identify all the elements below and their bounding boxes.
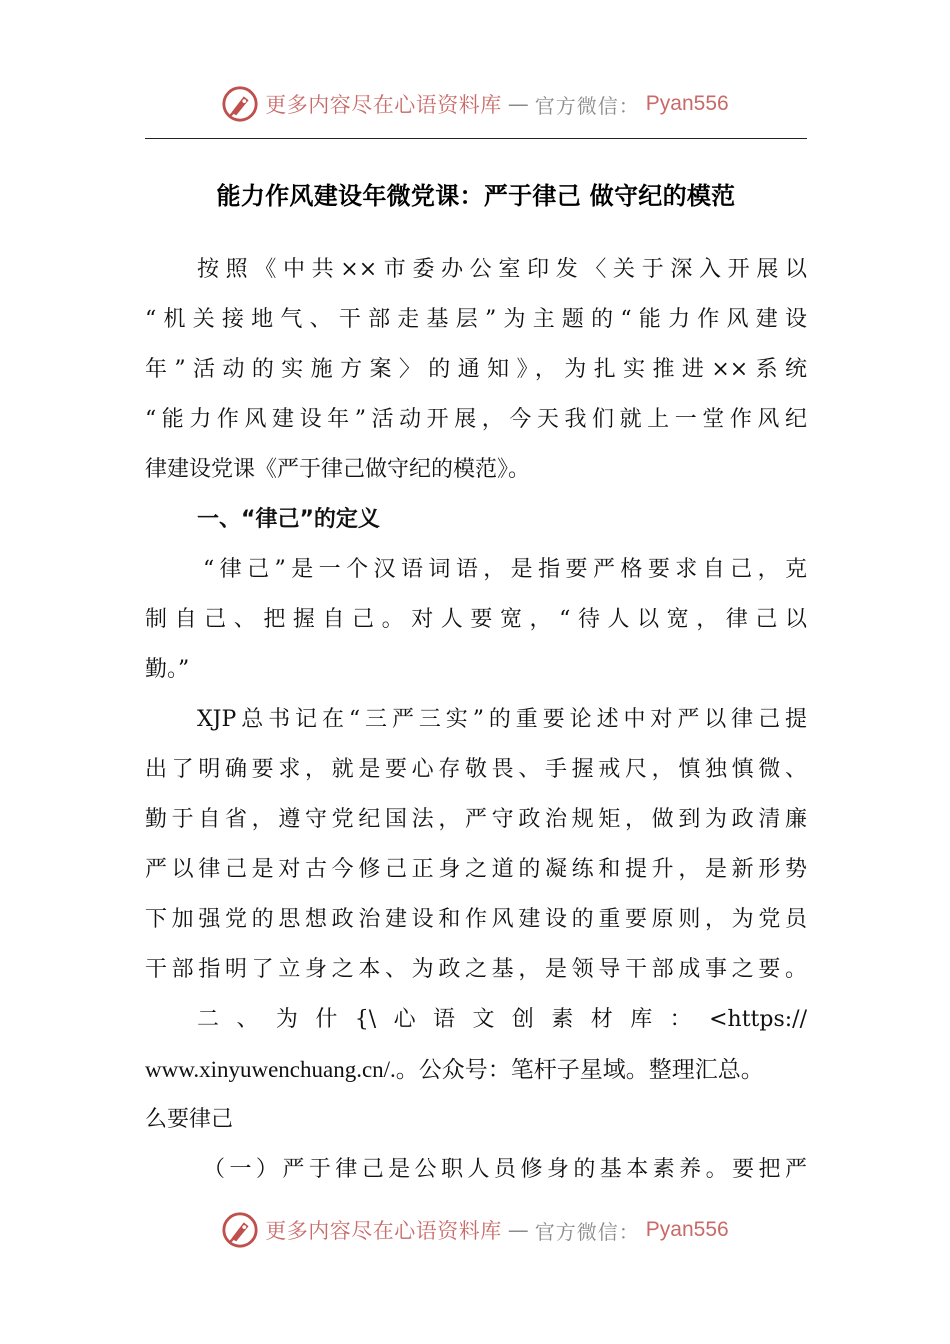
watermark-wechat-id: Pyan556 (645, 1218, 729, 1241)
body-line: 按照《中共××市委办公室印发〈关于深入开展以 (197, 257, 807, 282)
body-line: www.xinyuwenchuang.cn/.。公众号：笔杆子星域。整理汇总。 (145, 1057, 764, 1082)
document-title: 能力作风建设年微党课：严于律己 做守纪的模范 (216, 182, 736, 210)
section-heading: 一、“律己”的定义 (197, 507, 380, 532)
body-line: 勤于自省，遵守党纪国法，严守政治规矩，做到为政清廉 (145, 807, 807, 832)
body-line: 出了明确要求，就是要心存敬畏、手握戒尺，慎独慎微、 (145, 757, 807, 782)
body-line: XJP总书记在“三严三实”的重要论述中对严以律己提 (197, 707, 807, 732)
body-line: 下加强党的思想政治建设和作风建设的重要原则，为党员 (145, 907, 807, 932)
body-line: 干部指明了立身之本、为政之基，是领导干部成事之要。 (145, 957, 807, 982)
pen-nib-logo-icon (221, 1211, 259, 1249)
watermark-wechat-label: 官方微信： (534, 1219, 640, 1244)
body-line: （一）严于律己是公职人员修身的基本素养。要把严 (203, 1157, 807, 1182)
body-line: 律建设党课《严于律己做守纪的模范》。 (145, 457, 531, 482)
watermark-wechat-label: 官方微信： (534, 93, 640, 118)
watermark-separator: — (507, 1218, 529, 1242)
watermark-banner-bottom (0, 1208, 950, 1252)
body-line: 么要律己 (145, 1107, 234, 1132)
body-line: 严以律己是对古今修己正身之道的凝练和提升，是新形势 (145, 857, 807, 882)
body-line: 年”活动的实施方案〉的通知》，为扎实推进××系统 (145, 357, 807, 382)
section-heading: 二、为什{\心语文创素材库：<https:// (197, 1007, 807, 1032)
body-line: “机关接地气、干部走基层”为主题的“能力作风建设 (145, 307, 807, 332)
watermark-text: 更多内容尽在心语资料库 (265, 93, 502, 117)
watermark-separator: — (507, 92, 529, 116)
body-line: 勤。” (145, 657, 190, 682)
body-line: 制自己、把握自己。对人要宽，“待人以宽，律己以 (145, 607, 807, 632)
body-line: “能力作风建设年”活动开展，今天我们就上一堂作风纪 (145, 407, 807, 432)
watermark-wechat-id: Pyan556 (645, 92, 729, 115)
watermark-text: 更多内容尽在心语资料库 (265, 1219, 502, 1243)
pen-nib-logo-icon (221, 85, 259, 123)
header-rule (145, 138, 807, 139)
watermark-banner-top (0, 82, 950, 126)
body-line: “律己”是一个汉语词语，是指要严格要求自己，克 (203, 557, 807, 582)
